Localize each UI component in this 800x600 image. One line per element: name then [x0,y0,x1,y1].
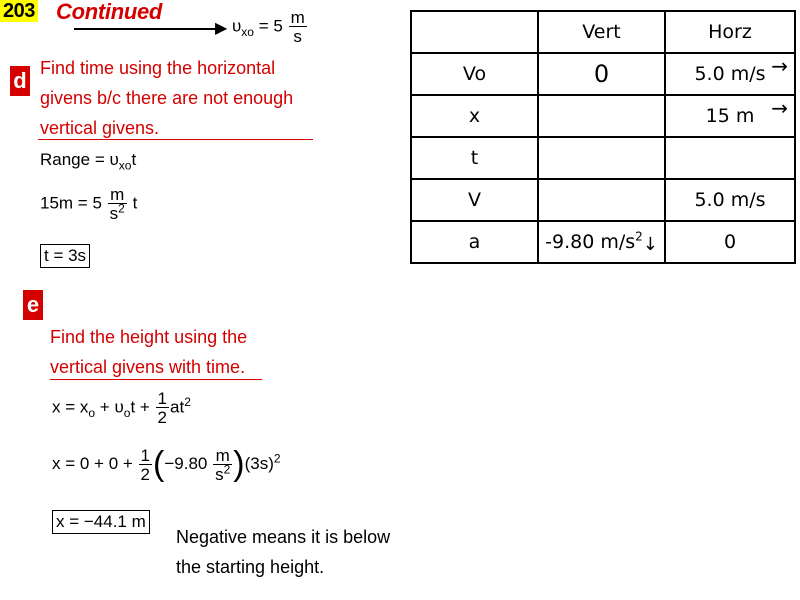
givens-table [410,10,796,264]
height-answer-box: x = −44.1 m [52,510,150,534]
part-d-label: d [10,66,30,96]
slide-number-badge [0,0,38,23]
range-sub-unit-den [108,203,127,222]
row-label-vo: Vo [411,53,538,95]
table-row [411,53,795,95]
kin-sub-frac [139,447,152,483]
vxo-value: = 5 [258,16,283,36]
range-eq-pre: Range = υ [40,150,119,169]
right-arrow-icon: → [771,54,788,78]
slide-number: 203 [0,0,38,22]
row-label-a: a [411,221,538,263]
range-substitution [40,186,137,222]
row-label-t: t [411,137,538,179]
kin-sub-unit [213,447,232,483]
vxo-unit-frac [289,9,307,45]
time-answer-box: t = 3s [40,244,90,268]
vxo-unit-num: m [290,8,305,27]
vo-horz-cell [665,53,795,95]
height-answer [52,510,150,534]
a-vert-value: -9.80 m/s [545,231,636,253]
v-horz-value: 5.0 m/s [665,179,795,221]
table-row [411,221,795,263]
kin-sub-value: −9.80 [164,453,208,473]
kin-sub-paren-open: ( [153,445,165,483]
kin-eq-frac-num: 1 [157,389,168,408]
t-horz-value [665,137,795,179]
table-header-vert: Vert [538,11,665,53]
arrow-line [74,28,224,30]
range-eq-sub: xo [118,158,132,173]
table-header-horz: Horz [665,11,795,53]
vo-horz-value: 5.0 m/s [694,63,766,85]
arrow-head-icon: ▶ [215,20,228,37]
t-vert-value [538,137,665,179]
negative-note-line-2: the starting height. [176,557,325,577]
x-horz-cell [665,95,795,137]
kin-sub-unit-den [213,461,232,484]
vxo-unit-den: s [289,26,307,45]
part-d-line-2: givens b/c there are not enough [40,88,294,108]
v-vert-value [538,179,665,221]
part-d-line-1: Find time using the horizontal [40,58,276,78]
kin-sub-frac-num: 1 [140,445,151,465]
range-eq-post: t [131,150,137,169]
negative-note [176,522,390,582]
x-horz-value: 15 m [705,105,755,127]
table-header-empty [411,11,538,53]
kin-sub-frac-den: 2 [140,464,151,484]
a-horz-value: 0 [665,221,795,263]
table-row [411,179,795,221]
kin-eq-b-sub: o [123,405,131,420]
negative-note-line-1: Negative means it is below [176,527,391,547]
range-sub-pre: 15m = 5 [40,193,102,213]
slide-title: Continued [56,0,163,24]
time-answer [40,244,90,268]
kin-eq-a: x = x [52,397,89,417]
part-e-line-2: vertical givens with time. [50,357,246,377]
down-arrow-icon: ↓ [642,234,658,255]
a-vert-exp: 2 [635,229,643,244]
part-d-instructions [40,53,320,143]
table-row [411,95,795,137]
range-sub-unit-num: m [110,185,125,204]
range-equation [40,150,137,173]
part-e-underline [50,379,262,380]
kin-eq-frac [156,390,169,426]
table-header-row [411,11,795,53]
kin-sub-paren-close: ) [233,445,245,483]
kinematic-substitution [52,445,281,484]
vxo-symbol: υ [232,16,242,36]
kin-eq-c: t + [130,397,150,417]
kin-eq-d: at [170,397,185,417]
kin-eq-frac-den: 2 [157,408,168,427]
vxo-sub: xo [241,24,254,39]
kin-sub-b: (3s) [244,453,274,473]
right-arrow-icon: → [771,96,788,120]
kin-eq-a-sub: o [88,405,96,420]
range-sub-unit [108,186,127,222]
kin-sub-unit-den-exp: 2 [223,461,231,476]
range-sub-unit-den-exp: 2 [118,201,125,216]
kin-eq-b: + υ [99,397,124,417]
row-label-x: x [411,95,538,137]
part-e-instructions [50,322,290,382]
table-row [411,137,795,179]
kinematic-equation [52,390,191,426]
part-d-line-3: vertical givens. [40,118,160,138]
x-vert-value [538,95,665,137]
vxo-equation [232,9,308,45]
kin-sub-unit-den-base: s [215,464,224,484]
vo-vert-value: 0 [538,53,665,95]
a-vert-cell [538,221,665,263]
part-e-line-1: Find the height using the [50,327,248,347]
part-d-underline [38,139,313,140]
kin-sub-a: x = 0 + 0 + [52,453,133,473]
kin-eq-d-sup: 2 [184,394,191,409]
range-sub-post: t [132,193,138,213]
part-e-label: e [23,290,43,320]
kin-sub-b-sup: 2 [273,451,281,466]
kin-sub-unit-num: m [215,445,230,465]
row-label-v: V [411,179,538,221]
range-sub-unit-den-base: s [109,204,119,223]
